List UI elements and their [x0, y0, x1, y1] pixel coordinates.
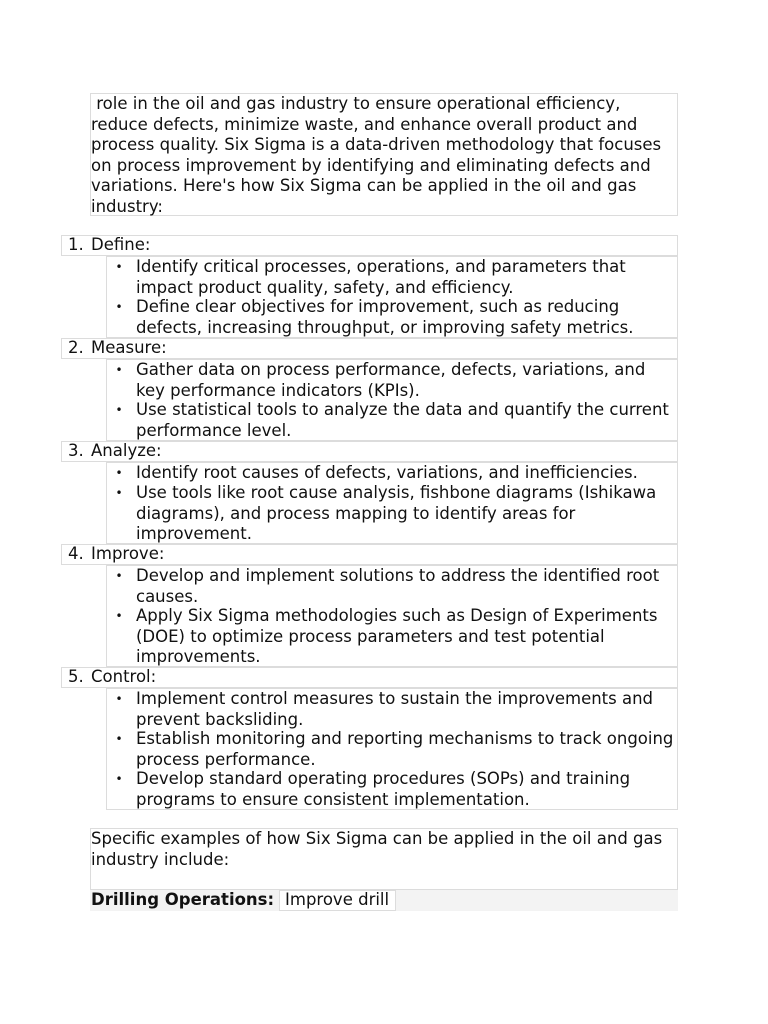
- bullet-icon: •: [115, 260, 123, 274]
- analyze-bullets: [106, 462, 678, 544]
- drilling-operations-row: [90, 889, 678, 911]
- bullet-icon: •: [115, 403, 123, 417]
- bullet-text: Apply Six Sigma methodologies such as Design of Experiments (DOE) to optimize process parameters and test potential improvements.: [136, 606, 658, 666]
- bullet-icon: •: [115, 466, 123, 480]
- bullet-text: Develop standard operating procedures (SOPs) and training programs to ensure consistent implementation.: [136, 769, 631, 809]
- step-define-row: [61, 235, 678, 256]
- bullet-icon: •: [115, 300, 123, 314]
- drilling-operations-label: Drilling Operations:: [91, 890, 275, 909]
- bullet-text: Identify root causes of defects, variations, and inefficiencies.: [136, 463, 638, 482]
- improve-bullets: [106, 565, 678, 667]
- step-control-row: [61, 667, 678, 688]
- bullet-icon: •: [115, 772, 123, 786]
- bullet-text: Develop and implement solutions to address the identified root causes.: [136, 566, 660, 606]
- bullet-icon: •: [115, 363, 123, 377]
- step-label-define: Define:: [91, 235, 151, 254]
- bullet-text: Use tools like root cause analysis, fishbone diagrams (Ishikawa diagrams), and process mapping to identify areas for improvement.: [136, 483, 657, 543]
- bullet-text: Implement control measures to sustain the improvements and prevent backsliding.: [136, 689, 654, 729]
- step-label-measure: Measure:: [91, 338, 167, 357]
- bullet-icon: •: [115, 692, 123, 706]
- step-label-analyze: Analyze:: [91, 441, 162, 460]
- bullet-text: Gather data on process performance, defects, variations, and key performance indicators (KPIs).: [136, 360, 646, 400]
- step-measure-row: [61, 338, 678, 359]
- bullet-text: Identify critical processes, operations, and parameters that impact product quality, safety, and efficiency.: [136, 257, 626, 297]
- define-bullets: [106, 256, 678, 338]
- step-label-improve: Improve:: [91, 544, 165, 563]
- drilling-operations-cell: [279, 890, 396, 911]
- control-bullets: [106, 688, 678, 810]
- step-number: 5.: [68, 667, 84, 686]
- bullet-text: Use statistical tools to analyze the data and quantify the current performance level.: [136, 400, 669, 440]
- measure-bullets: [106, 359, 678, 441]
- intro-paragraph-box: [90, 93, 678, 216]
- step-label-control: Control:: [91, 667, 157, 686]
- step-analyze-row: [61, 441, 678, 462]
- step-number: 3.: [68, 441, 84, 460]
- bullet-text: Define clear objectives for improvement, such as reducing defects, increasing throughput, or improving safety metrics.: [136, 297, 634, 337]
- examples-paragraph: Specific examples of how Six Sigma can be applied in the oil and gas industry include:: [91, 829, 663, 869]
- intro-paragraph: role in the oil and gas industry to ensure operational efficiency, reduce defects, minimize waste, and enhance overall product and process quality. Six Sigma is a data-driven methodology that focuses on process improvement by identifying and eliminating defects and variations. Here's how Six Sigma can be applied in the oil and gas industry:: [91, 94, 667, 216]
- step-improve-row: [61, 544, 678, 565]
- bullet-icon: •: [115, 486, 123, 500]
- step-number: 2.: [68, 338, 84, 357]
- bullet-icon: •: [115, 569, 123, 583]
- bullet-icon: •: [115, 732, 123, 746]
- drilling-operations-text: Improve drill: [285, 890, 390, 909]
- bullet-text: Establish monitoring and reporting mechanisms to track ongoing process performance.: [136, 729, 674, 769]
- step-number: 4.: [68, 544, 84, 563]
- bullet-icon: •: [115, 609, 123, 623]
- step-number: 1.: [68, 235, 84, 254]
